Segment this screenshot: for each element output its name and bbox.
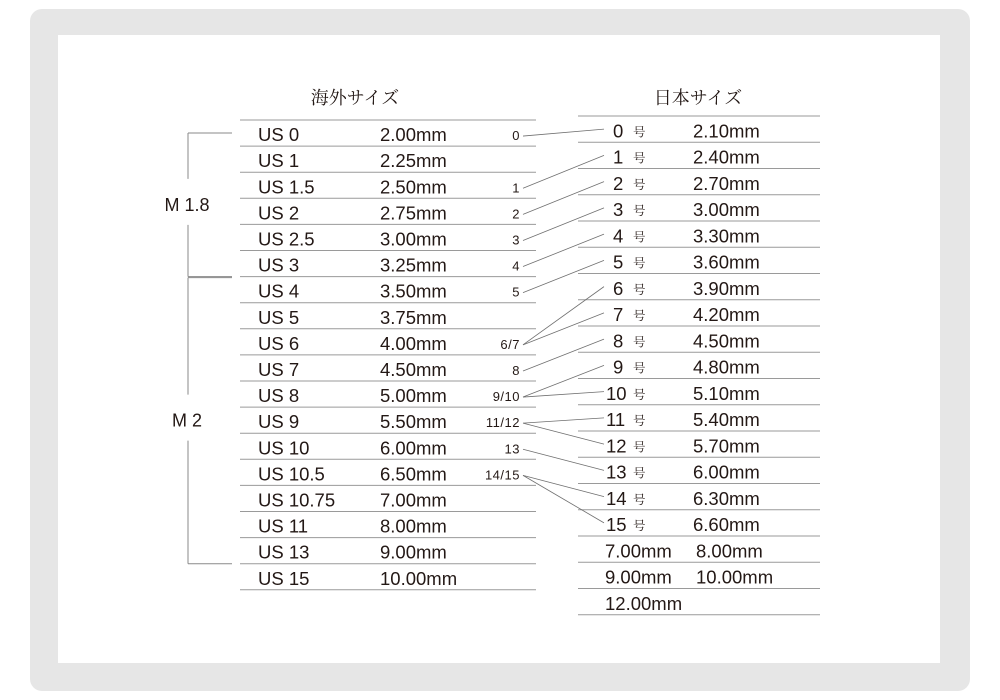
jp-size-row [578, 357, 820, 379]
us-size: US 10.5 [258, 463, 325, 485]
us-size-row [240, 255, 536, 277]
size-group [164, 133, 232, 277]
jp-extra-row [578, 593, 820, 615]
japan-number-ref: 0 [512, 128, 520, 144]
go-suffix: 号 [633, 204, 646, 218]
size-group [172, 278, 232, 564]
jp-size-number: 13 [606, 461, 627, 483]
jp-size-number: 5 [613, 251, 624, 273]
jp-size-mm: 6.60mm [693, 514, 760, 535]
group-label: M 1.8 [164, 194, 210, 215]
us-size-mm: 3.50mm [380, 280, 447, 302]
us-size: US 11 [258, 515, 309, 537]
us-size: US 2 [258, 202, 300, 224]
us-size: US 10 [258, 437, 310, 459]
jp-size-row [578, 225, 820, 247]
us-size: US 7 [258, 359, 300, 380]
jp-size-mm: 2.10mm [693, 120, 760, 142]
go-suffix: 号 [633, 256, 646, 271]
jp-size-number: 1 [613, 146, 624, 168]
jp-size-number: 6 [613, 277, 624, 299]
jp-size-number: 10 [606, 382, 627, 404]
us-size-mm: 7.00mm [380, 489, 447, 511]
us-size-row [240, 463, 536, 485]
us-size-mm: 4.50mm [380, 359, 447, 380]
us-size: US 8 [258, 385, 300, 407]
jp-size-row [578, 252, 820, 274]
japan-number-ref: 11/12 [485, 415, 520, 431]
go-suffix: 号 [633, 361, 646, 376]
jp-size-row [578, 304, 820, 326]
us-size-mm: 2.25mm [380, 150, 447, 172]
us-size: US 1.5 [258, 176, 315, 198]
japan-number-ref: 2 [512, 206, 520, 222]
jp-extra-row [578, 567, 820, 589]
go-suffix: 号 [633, 125, 646, 140]
us-size: US 6 [258, 332, 300, 354]
us-size-mm: 4.00mm [380, 332, 447, 354]
us-size-mm: 6.50mm [380, 463, 447, 485]
japan-number-ref: 3 [512, 232, 520, 248]
us-size-row [240, 516, 536, 538]
jp-size-row [578, 173, 820, 195]
jp-size-mm: 3.90mm [693, 277, 760, 299]
jp-size-number: 11 [606, 409, 626, 430]
japan-number-ref: 1 [512, 180, 520, 196]
us-size-row [240, 229, 536, 251]
go-suffix: 号 [633, 309, 646, 323]
go-suffix: 号 [633, 519, 646, 533]
japan-number-ref: 5 [512, 284, 520, 300]
japan-number-ref: 4 [512, 258, 520, 274]
jp-size-row [578, 199, 820, 221]
leader-line [523, 449, 604, 470]
jp-extra-mm: 9.00mm [605, 566, 672, 588]
japan-number-ref: 8 [512, 363, 520, 378]
jp-size-mm: 6.30mm [693, 487, 760, 509]
us-size-mm: 5.00mm [380, 385, 447, 407]
us-size-row [240, 437, 536, 459]
jp-size-number: 15 [606, 514, 627, 535]
us-size: US 4 [258, 280, 300, 302]
us-size-mm: 6.00mm [380, 437, 447, 459]
us-size-mm: 3.75mm [380, 306, 447, 328]
us-size-row [240, 385, 536, 407]
go-suffix: 号 [633, 177, 646, 192]
jp-size-row [578, 462, 820, 484]
us-size-mm: 5.50mm [380, 411, 447, 433]
jp-size-row [578, 120, 820, 142]
jp-size-number: 3 [613, 199, 624, 220]
us-size-mm: 3.00mm [380, 228, 447, 250]
jp-extra-mm: 7.00mm [605, 540, 672, 562]
japan-number-ref: 14/15 [484, 467, 520, 483]
us-size-row [240, 542, 536, 564]
us-size: US 1 [258, 150, 300, 172]
jp-size-number: 8 [613, 330, 624, 352]
leader-line [523, 418, 604, 423]
jp-size-row [578, 409, 820, 431]
jp-size-row [578, 383, 820, 405]
us-size-row [240, 307, 536, 329]
jp-size-row [578, 514, 820, 536]
jp-size-number: 4 [613, 225, 624, 247]
jp-size-number: 0 [613, 120, 624, 142]
japan-number-ref: 6/7 [500, 336, 520, 352]
jp-size-mm: 2.70mm [693, 172, 760, 194]
us-size: US 2.5 [258, 228, 315, 250]
us-size: US 13 [258, 541, 310, 563]
jp-size-number: 12 [606, 435, 627, 457]
us-size: US 9 [258, 411, 300, 433]
jp-size-mm: 4.80mm [693, 356, 760, 378]
us-size-mm: 2.00mm [380, 124, 447, 146]
group-label: M 2 [171, 410, 203, 431]
jp-size-mm: 3.00mm [693, 199, 760, 220]
jp-size-mm: 5.70mm [693, 435, 760, 457]
us-size-row [240, 568, 536, 590]
jp-size-number: 14 [606, 487, 627, 509]
jp-size-mm: 6.00mm [693, 461, 760, 483]
go-suffix: 号 [633, 466, 646, 481]
jp-size-number: 9 [613, 356, 624, 378]
us-size: US 5 [258, 306, 300, 328]
us-size-mm: 9.00mm [380, 541, 447, 563]
go-suffix: 号 [633, 492, 646, 507]
go-suffix: 号 [633, 387, 646, 402]
us-size-row [240, 411, 536, 433]
us-size-row [240, 124, 536, 146]
jp-size-row [578, 330, 820, 352]
go-suffix: 号 [633, 230, 646, 245]
jp-size-mm: 4.50mm [693, 330, 760, 352]
jp-size-mm: 3.60mm [693, 251, 760, 273]
go-suffix: 号 [633, 440, 646, 455]
go-suffix: 号 [633, 414, 646, 428]
leader-line [523, 475, 604, 523]
japan-number-ref: 13 [504, 441, 520, 457]
us-size-mm: 3.25mm [380, 254, 447, 276]
us-size-row [240, 176, 536, 198]
us-size-mm: 2.75mm [380, 202, 447, 224]
group-brackets [164, 133, 232, 564]
jp-size-mm: 2.40mm [693, 146, 760, 168]
jp-size-row [578, 147, 820, 169]
jp-size-number: 2 [613, 172, 624, 194]
go-suffix: 号 [633, 282, 646, 297]
us-size: US 15 [258, 567, 310, 589]
jp-size-mm: 5.40mm [693, 409, 760, 430]
jp-size-mm: 5.10mm [693, 382, 760, 404]
jp-size-mm: 3.30mm [693, 225, 760, 247]
japan-number-ref: 9/10 [492, 389, 520, 405]
jp-size-number: 7 [613, 304, 624, 325]
jp-size-row [578, 435, 820, 457]
overseas-size-table [240, 120, 536, 590]
us-size-row [240, 202, 536, 224]
japan-size-header: 日本サイズ [653, 88, 743, 108]
us-size-row [240, 490, 536, 512]
jp-size-mm: 4.20mm [693, 304, 760, 325]
jp-extra-row [578, 540, 820, 562]
jp-extra-mm: 10.00mm [696, 566, 774, 588]
us-size: US 0 [258, 124, 300, 146]
us-size: US 10.75 [258, 489, 336, 511]
us-size-row [240, 333, 536, 355]
japan-size-table [578, 116, 820, 615]
go-suffix: 号 [633, 335, 646, 350]
jp-size-row [578, 278, 820, 300]
leader-line [523, 475, 604, 496]
leader-line [523, 129, 604, 136]
jp-size-row [578, 488, 820, 510]
jp-extra-mm: 8.00mm [696, 540, 763, 562]
us-size-mm: 2.50mm [380, 176, 447, 198]
us-size-row [240, 150, 536, 172]
us-size-mm: 8.00mm [380, 515, 447, 537]
us-size-row [240, 359, 536, 381]
us-size-row [240, 281, 536, 303]
overseas-size-header: 海外サイズ [310, 88, 400, 108]
us-size: US 3 [258, 254, 300, 276]
us-size-mm: 10.00mm [380, 567, 458, 589]
go-suffix: 号 [633, 151, 646, 166]
jp-extra-mm: 12.00mm [605, 592, 683, 614]
leader-line [523, 287, 604, 345]
